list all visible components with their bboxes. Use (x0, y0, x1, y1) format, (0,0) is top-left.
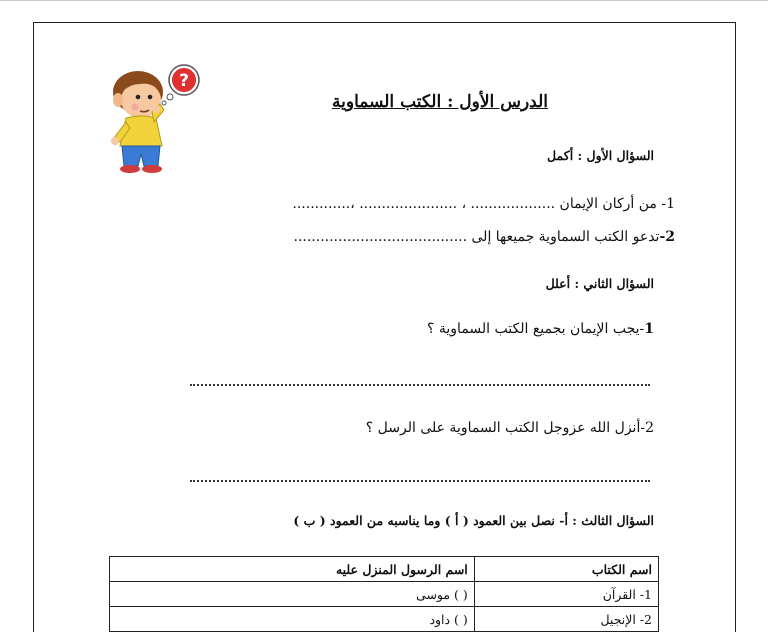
prophet-cell[interactable]: ( ) موسى (110, 582, 475, 607)
item-number: 1 (644, 321, 654, 337)
item-text: تدعو الكتب السماوية جميعها إلى ....................................... (293, 229, 660, 245)
table-row (110, 607, 659, 632)
question-mark-icon (162, 65, 199, 105)
question-1-item-2 (294, 229, 676, 245)
item-number: 2- (659, 229, 675, 245)
column-a-header: اسم الكتاب (474, 557, 658, 582)
answer-line-2[interactable] (190, 480, 650, 482)
answer-line-1[interactable] (190, 384, 650, 386)
item-text: -يجب الإيمان بجميع الكتب السماوية ؟ (427, 321, 645, 337)
book-cell: 1- القرآن (474, 582, 658, 607)
matching-table (109, 556, 659, 632)
svg-text:?: ? (179, 71, 189, 91)
top-divider (0, 0, 768, 1)
book-cell: 2- الإنجيل (474, 607, 658, 632)
question-2-heading: السؤال الثاني : أعلل (545, 276, 654, 291)
question-2-item-1 (427, 321, 654, 337)
thinking-boy-illustration (100, 62, 205, 174)
question-3-heading: السؤال الثالث : أ- نصل بين العمود ( أ ) وما يناسبه من العمود ( ب ) (293, 513, 654, 528)
table-row (110, 582, 659, 607)
question-1-heading: السؤال الأول : أكمل (547, 148, 654, 163)
question-1-item-1 (292, 196, 675, 212)
question-2-item-2: 2-أنزل الله عزوجل الكتب السماوية على الرسل ؟ (365, 420, 654, 436)
item-number: 1- (661, 196, 675, 212)
table-header-row (110, 557, 659, 582)
prophet-cell[interactable]: ( ) داود (110, 607, 475, 632)
page-title: الدرس الأول : الكتب السماوية (332, 92, 548, 112)
item-text: من أركان الإيمان ................... ، ...................... ،............. (292, 196, 662, 212)
column-b-header: اسم الرسول المنزل عليه (110, 557, 475, 582)
